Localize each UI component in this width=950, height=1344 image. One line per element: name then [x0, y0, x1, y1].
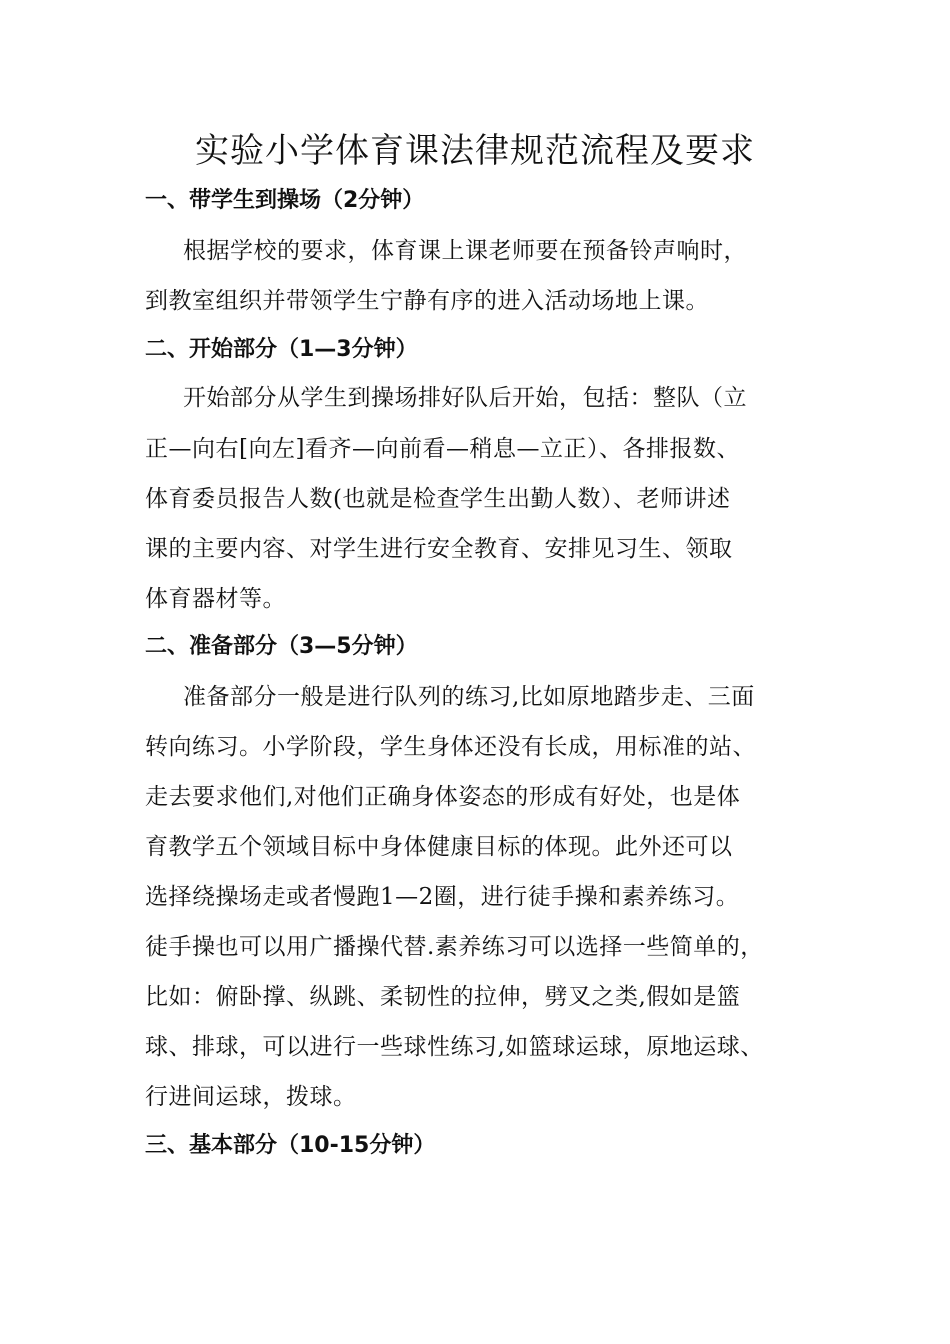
- paragraph-line: 行进间运球，拨球。: [145, 1084, 357, 1110]
- paragraph-line: 育教学五个领域目标中身体健康目标的体现。此外还可以: [145, 834, 733, 860]
- paragraph-line: 正—向右[向左]看齐—向前看—稍息—立正）、各排报数、: [145, 436, 740, 462]
- paragraph-line: 体育器材等。: [145, 586, 286, 612]
- paragraph-line: 根据学校的要求，体育课上课老师要在预备铃声响时，: [183, 238, 747, 264]
- section-heading: 二、准备部分（3—5分钟）: [145, 634, 418, 659]
- section-heading: 二、开始部分（1—3分钟）: [145, 337, 418, 362]
- paragraph-line: 比如：俯卧撑、纵跳、柔韧性的拉伸，劈叉之类,假如是篮: [145, 984, 741, 1010]
- paragraph-line: 准备部分一般是进行队列的练习,比如原地踏步走、三面: [183, 684, 755, 710]
- paragraph-line: 徒手操也可以用广播操代替.素养练习可以选择一些简单的，: [145, 934, 764, 960]
- paragraph-line: 开始部分从学生到操场排好队后开始，包括：整队（立: [183, 385, 747, 411]
- paragraph-line: 走去要求他们,对他们正确身体姿态的形成有好处，也是体: [145, 784, 741, 810]
- paragraph-line: 选择绕操场走或者慢跑1—2圈，进行徒手操和素养练习。: [145, 884, 740, 910]
- paragraph-line: 转向练习。小学阶段，学生身体还没有长成，用标准的站、: [145, 734, 756, 760]
- section-heading: 三、基本部分（10-15分钟）: [145, 1133, 436, 1158]
- paragraph-line: 球、排球，可以进行一些球性练习,如篮球运球，原地运球、: [145, 1034, 764, 1060]
- paragraph-line: 到教室组织并带领学生宁静有序的进入活动场地上课。: [145, 288, 709, 314]
- paragraph-line: 课的主要内容、对学生进行安全教育、安排见习生、领取: [145, 536, 733, 562]
- document-title: 实验小学体育课法律规范流程及要求: [195, 131, 755, 171]
- section-heading: 一、带学生到操场（2分钟）: [145, 188, 425, 213]
- paragraph-line: 体育委员报告人数(也就是检查学生出勤人数）、老师讲述: [145, 486, 731, 512]
